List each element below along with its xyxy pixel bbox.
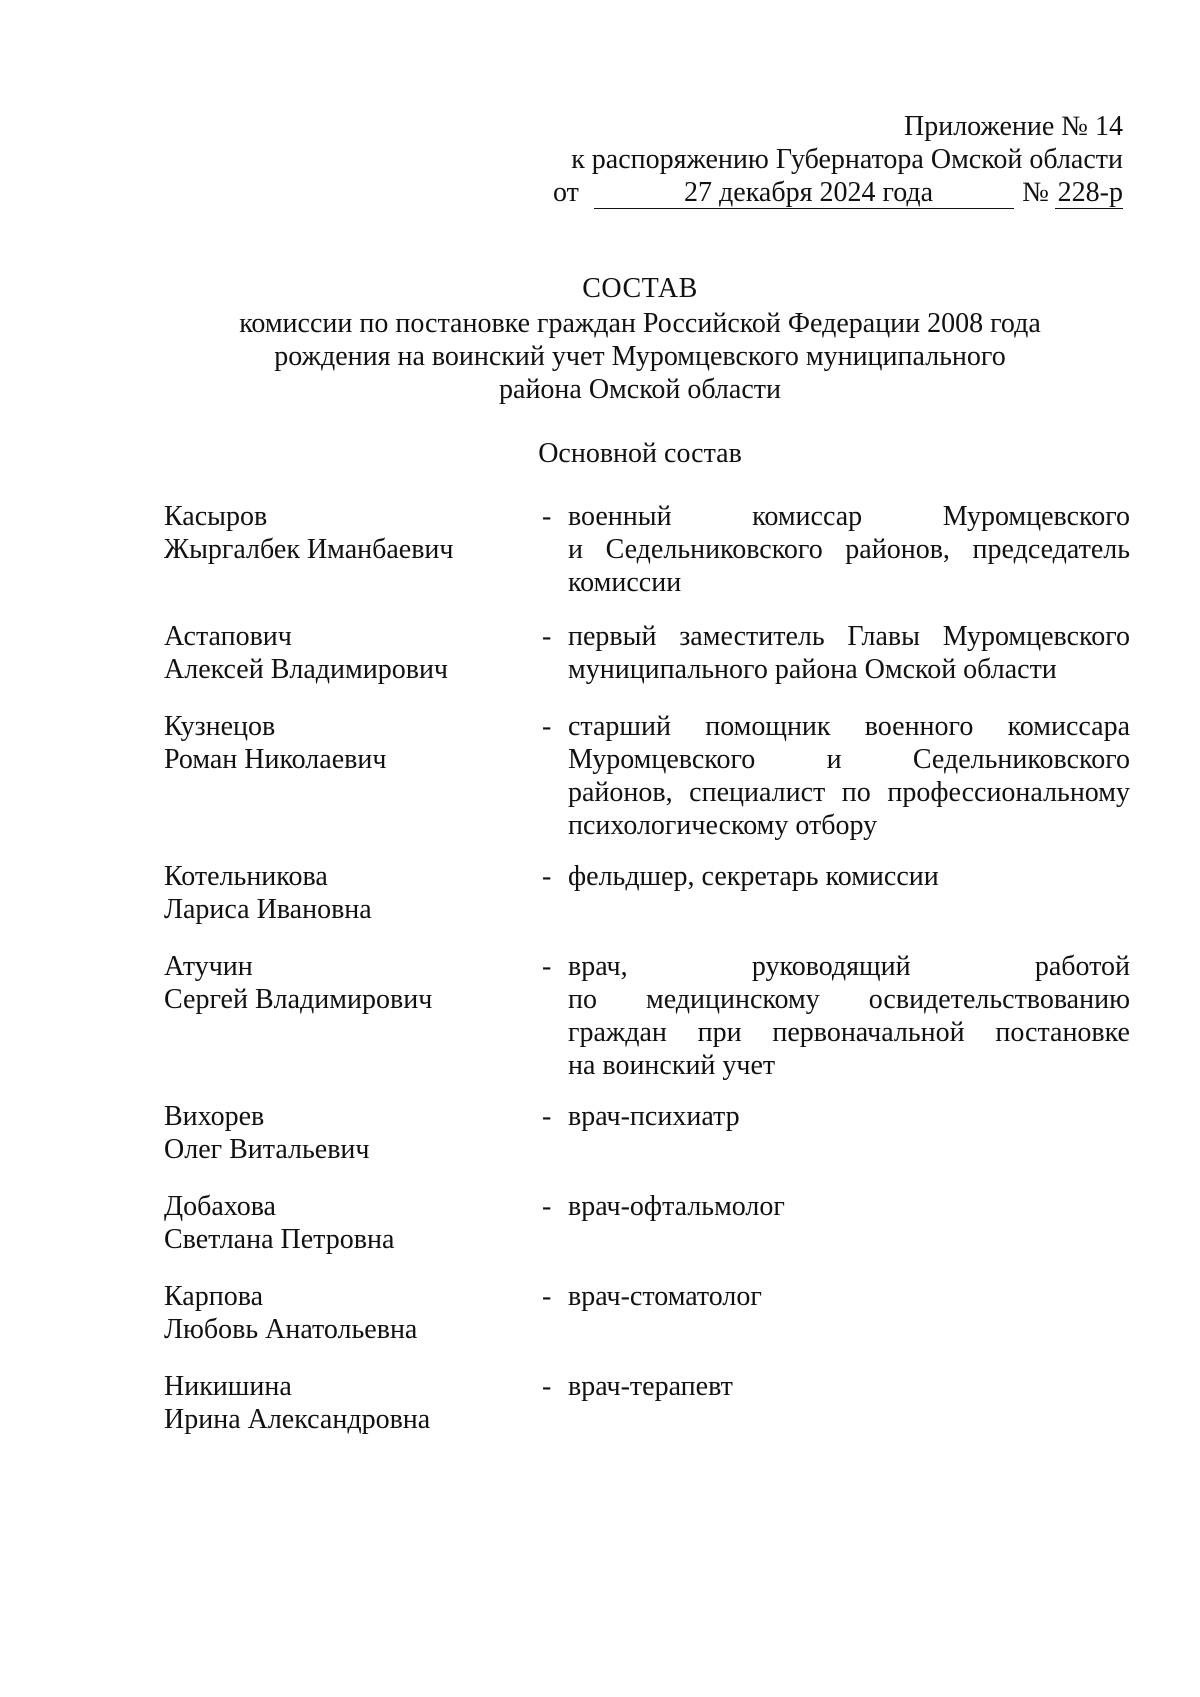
member-surname: Астапович: [164, 621, 292, 652]
dash: -: [542, 1101, 552, 1132]
attachment-title: Приложение № 14: [904, 111, 1123, 142]
member-surname: Котельникова: [164, 861, 328, 892]
member-name: [164, 950, 534, 1016]
member-name: [164, 710, 534, 776]
role-line: граждан при первоначальной постановке: [568, 1017, 1130, 1048]
role-line: психологическому отбору: [568, 810, 878, 841]
dash: -: [542, 1371, 552, 1402]
role-line: врач-психиатр: [568, 1101, 740, 1132]
role-line: муниципального района Омской области: [568, 654, 1057, 685]
member-surname: Карпова: [164, 1281, 263, 1312]
member-role: [568, 500, 1130, 599]
member-name: [164, 1370, 534, 1436]
dash: -: [542, 621, 552, 652]
member-surname: Касыров: [164, 501, 268, 532]
dash: -: [542, 1281, 552, 1312]
role-line: первый заместитель Главы Муромцевского: [568, 621, 1130, 652]
role-line: районов, специалист по профессиональному: [568, 777, 1130, 808]
from-label: от: [553, 177, 579, 208]
dash: -: [542, 501, 552, 532]
role-line: комиссии: [568, 567, 682, 598]
role-line: врач, руководящий работой: [568, 951, 1130, 982]
member-role: [568, 1280, 1130, 1313]
dash: -: [542, 1191, 552, 1222]
member-role: [568, 620, 1130, 686]
member-role: [568, 1100, 1130, 1133]
role-line: врач-стоматолог: [568, 1281, 762, 1312]
order-date: 27 декабря 2024 года: [594, 178, 1014, 209]
section-heading: Основной состав: [538, 438, 742, 469]
member-surname: Кузнецов: [164, 711, 276, 742]
document-subtitle-line-3: района Омской области: [499, 374, 781, 405]
member-surname: Атучин: [164, 951, 253, 982]
member-role: [568, 860, 1130, 893]
member-given-names: Сергей Владимирович: [164, 984, 433, 1015]
dash: -: [542, 861, 552, 892]
attachment-date-number: [553, 176, 1123, 210]
member-role: [568, 950, 1130, 1082]
member-role: [568, 1370, 1130, 1403]
member-name: [164, 500, 534, 566]
member-name: [164, 1280, 534, 1346]
member-given-names: Жыргалбек Иманбаевич: [164, 534, 454, 565]
role-line: на воинский учет: [568, 1050, 776, 1081]
document-title: СОСТАВ: [582, 273, 698, 304]
member-name: [164, 1190, 534, 1256]
member-surname: Вихорев: [164, 1101, 265, 1132]
role-line: и Седельниковского районов, председатель: [568, 534, 1130, 565]
member-given-names: Любовь Анатольевна: [164, 1314, 418, 1345]
member-name: [164, 860, 534, 926]
member-given-names: Ирина Александровна: [164, 1404, 431, 1435]
role-line: врач-терапевт: [568, 1371, 733, 1402]
document-subtitle-line-2: рождения на воинский учет Муромцевского муниципального: [274, 341, 1006, 372]
dash: -: [542, 951, 552, 982]
member-given-names: Алексей Владимирович: [164, 654, 449, 685]
member-surname: Добахова: [164, 1191, 276, 1222]
member-given-names: Роман Николаевич: [164, 744, 387, 775]
member-given-names: Светлана Петровна: [164, 1224, 395, 1255]
dash: -: [542, 711, 552, 742]
attachment-reference: к распоряжению Губернатора Омской области: [571, 144, 1123, 175]
member-surname: Никишина: [164, 1371, 292, 1402]
order-number-group: [1022, 176, 1123, 210]
role-line: по медицинскому освидетельствованию: [568, 984, 1130, 1015]
document-subtitle-line-1: комиссии по постановке граждан Российской Федерации 2008 года: [239, 308, 1041, 339]
member-name: [164, 620, 534, 686]
role-line: военный комиссар Муромцевского: [568, 501, 1130, 532]
role-line: фельдшер, секретарь комиссии: [568, 861, 939, 892]
member-role: [568, 710, 1130, 842]
role-line: Муромцевского и Седельниковского: [568, 744, 1130, 775]
member-role: [568, 1190, 1130, 1223]
member-name: [164, 1100, 534, 1166]
member-given-names: Лариса Ивановна: [164, 894, 372, 925]
number-sign: №: [1022, 177, 1049, 208]
role-line: врач-офтальмолог: [568, 1191, 785, 1222]
order-number: 228-р: [1055, 178, 1123, 209]
role-line: старший помощник военного комиссара: [568, 711, 1130, 742]
member-given-names: Олег Витальевич: [164, 1134, 370, 1165]
